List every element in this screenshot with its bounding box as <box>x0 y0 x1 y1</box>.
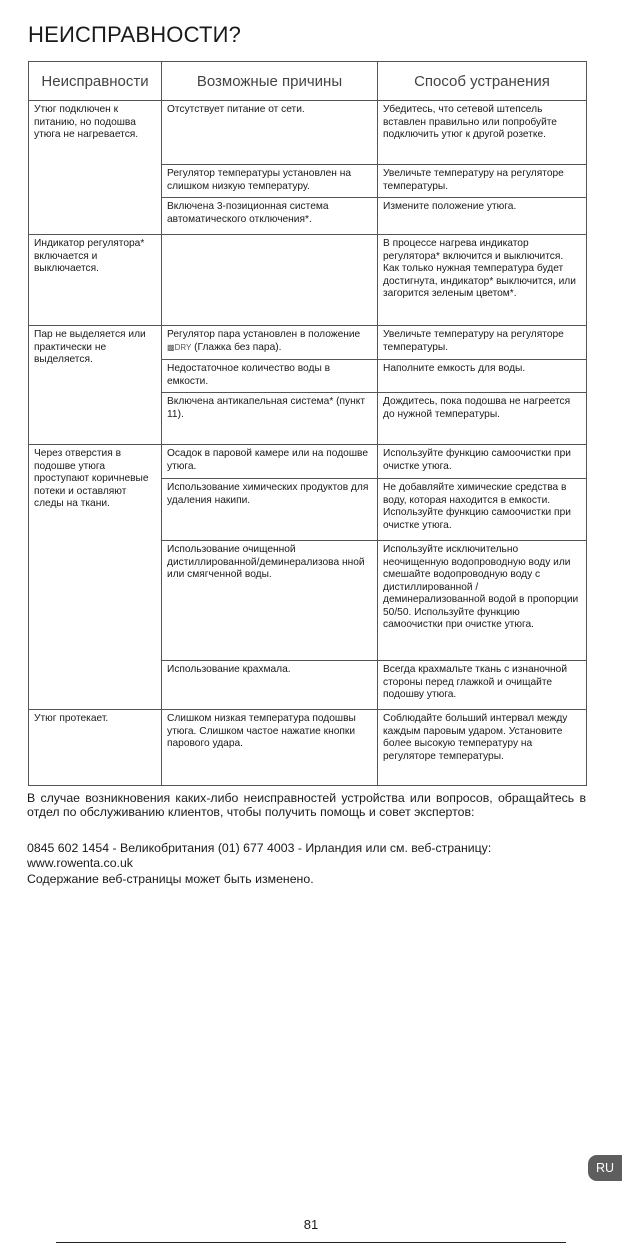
problem-cell: Утюг подключен к питанию, но подошва утюга не нагревается. <box>29 101 162 235</box>
contact-paragraph: В случае возникновения каких-либо неисправностей устройства или вопросов, обращайтесь в отдел по обслуживанию клиентов, чтобы получить помощь и совет экспертов: <box>27 791 586 820</box>
solution-cell: Используйте функцию самоочистки при очистке утюга. <box>378 445 587 479</box>
header-solutions: Способ устранения <box>378 62 587 101</box>
cause-cell: Включена антикапельная система* (пункт 11). <box>162 393 378 445</box>
solution-cell: Не добавляйте химические средства в воду, которая находится в емкости. Используйте функцию самоочистки при очистке утюга. <box>378 479 587 541</box>
cause-cell <box>162 326 378 360</box>
phone-numbers: 0845 602 1454 - Великобритания (01) 677 4003 - Ирландия или см. веб-страницу: <box>27 841 492 855</box>
cause-cell: Использование очищенной дистиллированной/деминерализова нной или смягченной воды. <box>162 541 378 661</box>
solution-cell: Дождитесь, пока подошва не нагреется до нужной температуры. <box>378 393 587 445</box>
solution-cell: Всегда крахмальте ткань с изнаночной стороны перед глажкой и очищайте подошву утюга. <box>378 661 587 710</box>
cause-cell: Включена 3-позиционная система автоматического отключения*. <box>162 198 378 235</box>
solution-cell: Соблюдайте больший интервал между каждым паровым ударом. Установите более высокую температуру на регуляторе температуры. <box>378 710 587 786</box>
table-row <box>29 101 587 165</box>
cause-cell: Использование крахмала. <box>162 661 378 710</box>
cause-cell: Использование химических продуктов для удаления накипи. <box>162 479 378 541</box>
troubleshooting-table <box>28 61 587 786</box>
problem-cell: Через отверстия в подошве утюга проступают коричневые потеки и оставляют следы на ткани. <box>29 445 162 710</box>
table-header-row <box>29 62 587 101</box>
cause-cell: Осадок в паровой камере или на подошве утюга. <box>162 445 378 479</box>
dry-steam-icon <box>167 343 191 352</box>
page-number: 81 <box>303 1217 319 1232</box>
header-problems: Неисправности <box>29 62 162 101</box>
disclaimer: Содержание веб-страницы может быть изменено. <box>27 872 314 886</box>
cause-text-after: (Глажка без пара). <box>191 341 282 353</box>
dry-symbol-label: DRY <box>174 342 192 352</box>
cause-cell: Недостаточное количество воды в емкости. <box>162 360 378 393</box>
header-causes: Возможные причины <box>162 62 378 101</box>
solution-cell: Убедитесь, что сетевой штепсель вставлен правильно или попробуйте подключить утюг к другой розетке. <box>378 101 587 165</box>
cause-cell <box>162 235 378 326</box>
solution-cell: Наполните емкость для воды. <box>378 360 587 393</box>
solution-cell: Измените положение утюга. <box>378 198 587 235</box>
problem-cell: Утюг протекает. <box>29 710 162 786</box>
page-title: НЕИСПРАВНОСТИ? <box>28 22 242 47</box>
solution-cell: В процессе нагрева индикатор регулятора* включится и выключится. Как только нужная температура будет достигнута, индикатор* выключится, или загорится зеленым цветом*. <box>378 235 587 326</box>
cause-cell: Регулятор температуры установлен на слишком низкую температуру. <box>162 165 378 198</box>
table-row <box>29 235 587 326</box>
bottom-rule <box>56 1242 566 1243</box>
problem-cell: Индикатор регулятора* включается и выключается. <box>29 235 162 326</box>
table-row <box>29 445 587 479</box>
language-badge: RU <box>588 1155 622 1181</box>
solution-cell: Увеличьте температуру на регуляторе температуры. <box>378 326 587 360</box>
problem-cell: Пар не выделяется или практически не выделяется. <box>29 326 162 445</box>
cause-text-before: Регулятор пара установлен в положение <box>167 329 361 340</box>
cause-cell: Слишком низкая температура подошвы утюга. Слишком частое нажатие кнопки парового удара. <box>162 710 378 786</box>
table-row <box>29 710 587 786</box>
table-row <box>29 326 587 360</box>
solution-cell: Увеличьте температуру на регуляторе температуры. <box>378 165 587 198</box>
solution-cell: Используйте исключительно неочищенную водопроводную воду или смешайте водопроводную воду с дистиллированной / деминерализованной водой в пропорции 50/50. Используйте функцию самоочистки при очистке утюга. <box>378 541 587 661</box>
website-link[interactable]: www.rowenta.co.uk <box>27 856 133 870</box>
dry-symbol-mark: ▩ <box>167 342 175 352</box>
cause-cell: Отсутствует питание от сети. <box>162 101 378 165</box>
